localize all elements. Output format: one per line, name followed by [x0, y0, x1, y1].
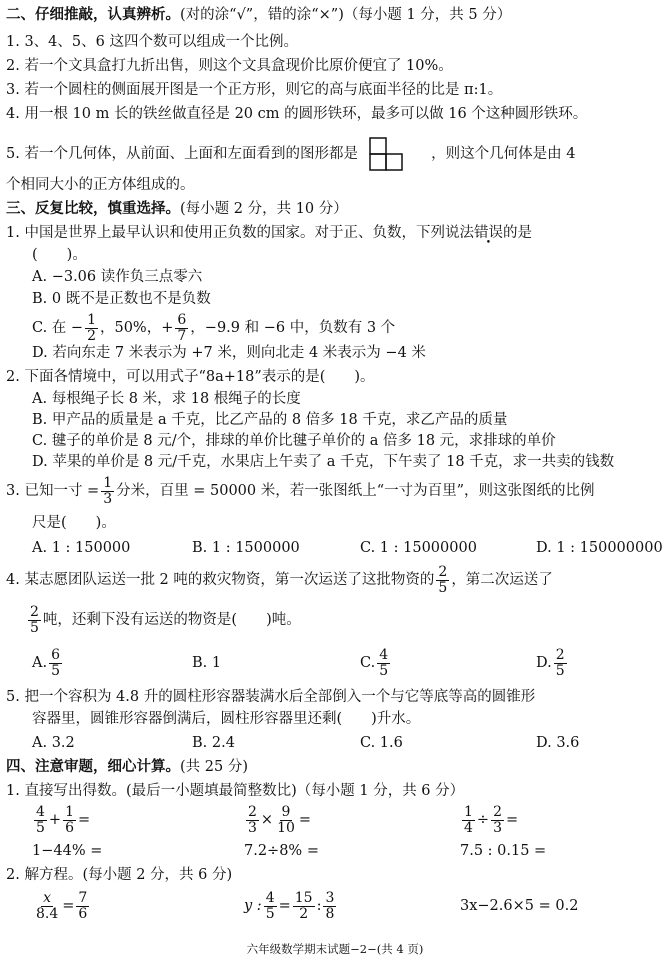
s2-item-2: 2. 若一个文具盒打九折出售，则这个文具盒现价比原价便宜了 10%。 — [6, 58, 453, 74]
s3-q5-option-b: B. 2.4 — [192, 735, 235, 751]
s3-q3-stem-b: 分米，百里 = 50000 米，若一张图纸上“一寸为百里”，则这张图纸的比例 — [116, 483, 595, 499]
s4-q1-expr-6: 7.5 : 0.15 = — [460, 843, 547, 859]
s3-q5-option-c: C. 1.6 — [360, 735, 403, 751]
fraction — [275, 805, 297, 835]
s3-q4-stem-cont — [26, 603, 662, 637]
s3-q2-stem: 2. 下面各情境中，可以用式子“8a+18”表示的是( )。 — [6, 369, 375, 385]
three-square-view-figure — [369, 137, 421, 171]
section3-note: (每小题 2 分，共 10 分） — [180, 201, 348, 217]
fraction — [323, 891, 336, 921]
s3-q2-option-d: D. 苹果的单价是 8 元/千克，水果店上午卖了 a 千克，下午卖了 18 千克，求一共卖的钱数 — [32, 454, 615, 470]
s2-item-5-text-b: ，则这个几何体是由 4 — [431, 146, 576, 162]
s3-q2-option-c: C. 毽子的单价是 8 元/个，排球的单价比毽子单价的 a 倍多 18 元，求排球的单价 — [32, 433, 556, 449]
equals: = — [506, 812, 519, 828]
denominator: 5 — [265, 905, 275, 922]
s4-q1-expr-1 — [32, 802, 90, 838]
variable: y : — [244, 898, 262, 914]
numerator: 2 — [438, 563, 448, 580]
numerator: 1 — [87, 311, 96, 328]
denominator: 5 — [51, 662, 61, 679]
denominator: 8 — [325, 905, 335, 922]
fraction — [293, 891, 315, 921]
section3-header — [6, 200, 662, 220]
numerator: 6 — [51, 646, 61, 663]
s3-q1-c-text-b: ，50%，+ — [99, 320, 174, 336]
section3-title: 三、反复比较，慎重选择。 — [6, 201, 180, 217]
fraction — [76, 891, 89, 921]
s3-q5-option-d: D. 3.6 — [536, 735, 580, 751]
equals: = — [78, 812, 91, 828]
s4-q1-expr-3 — [460, 802, 518, 838]
s2-item-3: 3. 若一个圆柱的侧面展开图是一个正方形，则它的高与底面半径的比是 π:1。 — [6, 82, 503, 98]
denominator: 5 — [30, 619, 39, 636]
fraction — [85, 313, 98, 343]
section4-note: (共 25 分) — [180, 759, 248, 775]
denominator: 3 — [248, 819, 257, 836]
s3-q1-c-text-c: ，−9.9 和 −6 中，负数有 3 个 — [190, 320, 396, 336]
numerator: 9 — [281, 803, 291, 820]
s4-q2-eq-1 — [32, 886, 91, 926]
s3-q1-stem-cont: ( )。 — [32, 247, 87, 263]
s3-q4-option-b: B. 1 — [192, 655, 222, 671]
section4-header — [6, 758, 662, 778]
s3-q1-stem-a: 1. 中国是世界上最早认识和使用正负数的国家。对于正、负数，下列说法 — [6, 225, 474, 241]
s2-item-1: 1. 3、4、5、6 这四个数可以组成一个比例。 — [6, 34, 298, 50]
s2-item-5-text-a: 5. 若一个几何体，从前面、上面和左面看到的图形都是 — [6, 146, 358, 162]
s3-q1-option-a: A. −3.06 读作负三点零六 — [32, 269, 203, 285]
s4-q2-stem: 2. 解方程。(每小题 2 分，共 6 分) — [6, 867, 233, 883]
denominator: 5 — [36, 819, 45, 836]
s3-q4-stem-a: 4. 某志愿团队运送一批 2 吨的救灾物资，第一次运送了这批物资的 — [6, 572, 435, 588]
operator: + — [48, 812, 62, 828]
fraction — [554, 648, 567, 678]
fraction — [175, 313, 188, 343]
s4-q2-eq-2 — [244, 886, 338, 926]
fraction — [491, 805, 504, 835]
operator: × — [260, 812, 274, 828]
fraction — [28, 605, 41, 635]
s3-q3-stem-a: 3. 已知一寸 = — [6, 483, 100, 499]
numerator: 2 — [248, 803, 257, 820]
s3-q2-option-a: A. 每根绳子长 8 米，求 18 根绳子的长度 — [32, 391, 301, 407]
denominator: 6 — [65, 819, 74, 836]
ratio-colon: : — [316, 898, 322, 914]
s4-q1-stem: 1. 直接写出得数。(最后一小题填最简整数比)（每小题 1 分，共 6 分） — [6, 783, 465, 799]
denominator: 8.4 — [36, 905, 59, 922]
section2-note: (对的涂“√”，错的涂“×”)（每小题 1 分，共 5 分） — [180, 7, 512, 23]
s3-q1-option-c — [32, 312, 662, 344]
denominator: 2 — [299, 905, 309, 922]
equals: = — [298, 812, 312, 828]
s3-q5-option-a: A. 3.2 — [32, 735, 75, 751]
s3-q3-option-c: C. 1 : 15000000 — [360, 540, 477, 556]
s3-q4-stem — [6, 563, 662, 597]
page-footer: 六年级数学期末试题−2−(共 4 页) — [246, 942, 424, 956]
denominator: 4 — [464, 819, 473, 836]
fraction — [49, 648, 62, 678]
fraction — [264, 891, 277, 921]
s3-q3-stem-cont: 尺是( )。 — [32, 515, 116, 531]
option-letter: C. — [360, 655, 376, 671]
s3-q1-c-text-a: C. 在 − — [32, 320, 84, 336]
section2-title: 二、仔细推敲，认真辨析。 — [6, 7, 180, 23]
denominator: 5 — [438, 579, 448, 596]
s3-q1-stem-b: 的是 — [502, 225, 532, 241]
s3-q1-emphasis: 错误 — [473, 225, 503, 241]
numerator: 2 — [30, 603, 39, 620]
s3-q4-option-d — [536, 646, 569, 680]
s3-q4-option-c — [360, 646, 392, 680]
numerator: 7 — [78, 889, 88, 906]
numerator: 15 — [294, 889, 313, 906]
numerator: 1 — [65, 803, 74, 820]
s4-q2-eq-3: 3x−2.6×5 = 0.2 — [460, 898, 579, 914]
denominator: 5 — [379, 662, 389, 679]
s3-q3-stem — [6, 474, 662, 508]
denominator: 3 — [103, 490, 113, 507]
numerator: 2 — [493, 803, 502, 820]
numerator: 6 — [177, 311, 187, 328]
numerator: 2 — [555, 646, 565, 663]
s4-q1-expr-5: 7.2÷8% = — [244, 843, 319, 859]
fraction — [436, 565, 449, 595]
numerator: 4 — [265, 889, 275, 906]
numerator: 3 — [325, 889, 335, 906]
s3-q1-stem — [6, 224, 662, 244]
numerator: 1 — [103, 474, 113, 491]
numerator: 1 — [464, 803, 473, 820]
denominator: 6 — [78, 905, 88, 922]
fraction — [101, 476, 114, 506]
s3-q3-option-b: B. 1 : 1500000 — [192, 540, 300, 556]
s2-item-5 — [6, 137, 662, 171]
section2-header — [6, 6, 662, 26]
s2-item-4: 4. 用一根 10 m 长的铁丝做直径是 20 cm 的圆形铁环，最多可以做 16 个这种圆形铁环。 — [6, 106, 588, 122]
s3-q3-option-a: A. 1 : 150000 — [32, 540, 131, 556]
s3-q4-stem-b: ，第二次运送了 — [451, 572, 553, 588]
numerator: 4 — [36, 803, 45, 820]
s3-q5-stem-cont: 容器里，圆锥形容器倒满后，圆柱形容器里还剩( )升水。 — [32, 711, 421, 727]
fraction — [246, 805, 259, 835]
s4-q2-row — [6, 886, 662, 926]
fraction — [34, 891, 60, 921]
denominator: 7 — [177, 327, 187, 344]
section4-title: 四、注意审题，细心计算。 — [6, 759, 180, 775]
s4-q1-expr-2 — [244, 802, 311, 838]
numerator: 4 — [379, 646, 389, 663]
s3-q5-stem: 5. 把一个容积为 4.8 升的圆柱形容器装满水后全部倒入一个与它等底等高的圆锥形 — [6, 689, 536, 705]
s3-q4-stem-c: 吨，还剩下没有运送的物资是( )吨。 — [42, 612, 301, 628]
s3-q1-option-b: B. 0 既不是正数也不是负数 — [32, 291, 211, 307]
equals: = — [62, 898, 75, 914]
fraction — [462, 805, 475, 835]
s3-q2-option-b: B. 甲产品的质量是 a 千克，比乙产品的 8 倍多 18 千克，求乙产品的质量 — [32, 412, 508, 428]
fraction — [63, 805, 76, 835]
s4-q1-row1 — [6, 802, 662, 838]
s3-q4-options — [6, 646, 662, 682]
fraction — [377, 648, 390, 678]
s3-q4-option-a — [32, 646, 64, 680]
denominator: 3 — [493, 819, 502, 836]
operator: ÷ — [476, 812, 490, 828]
numerator: x — [43, 889, 52, 906]
fraction — [34, 805, 47, 835]
denominator: 5 — [555, 662, 565, 679]
s2-item-5-cont: 个相同大小的正方体组成的。 — [6, 177, 195, 193]
denominator: 2 — [87, 327, 96, 344]
s3-q1-option-d: D. 若向东走 7 米表示为 +7 米，则向北走 4 米表示为 −4 米 — [32, 345, 426, 361]
s3-q3-option-d: D. 1 : 150000000 — [536, 540, 663, 556]
s4-q1-expr-4: 1−44% = — [32, 843, 103, 859]
equals: = — [278, 898, 291, 914]
option-letter: A. — [32, 655, 48, 671]
option-letter: D. — [536, 655, 552, 671]
denominator: 10 — [277, 819, 295, 836]
